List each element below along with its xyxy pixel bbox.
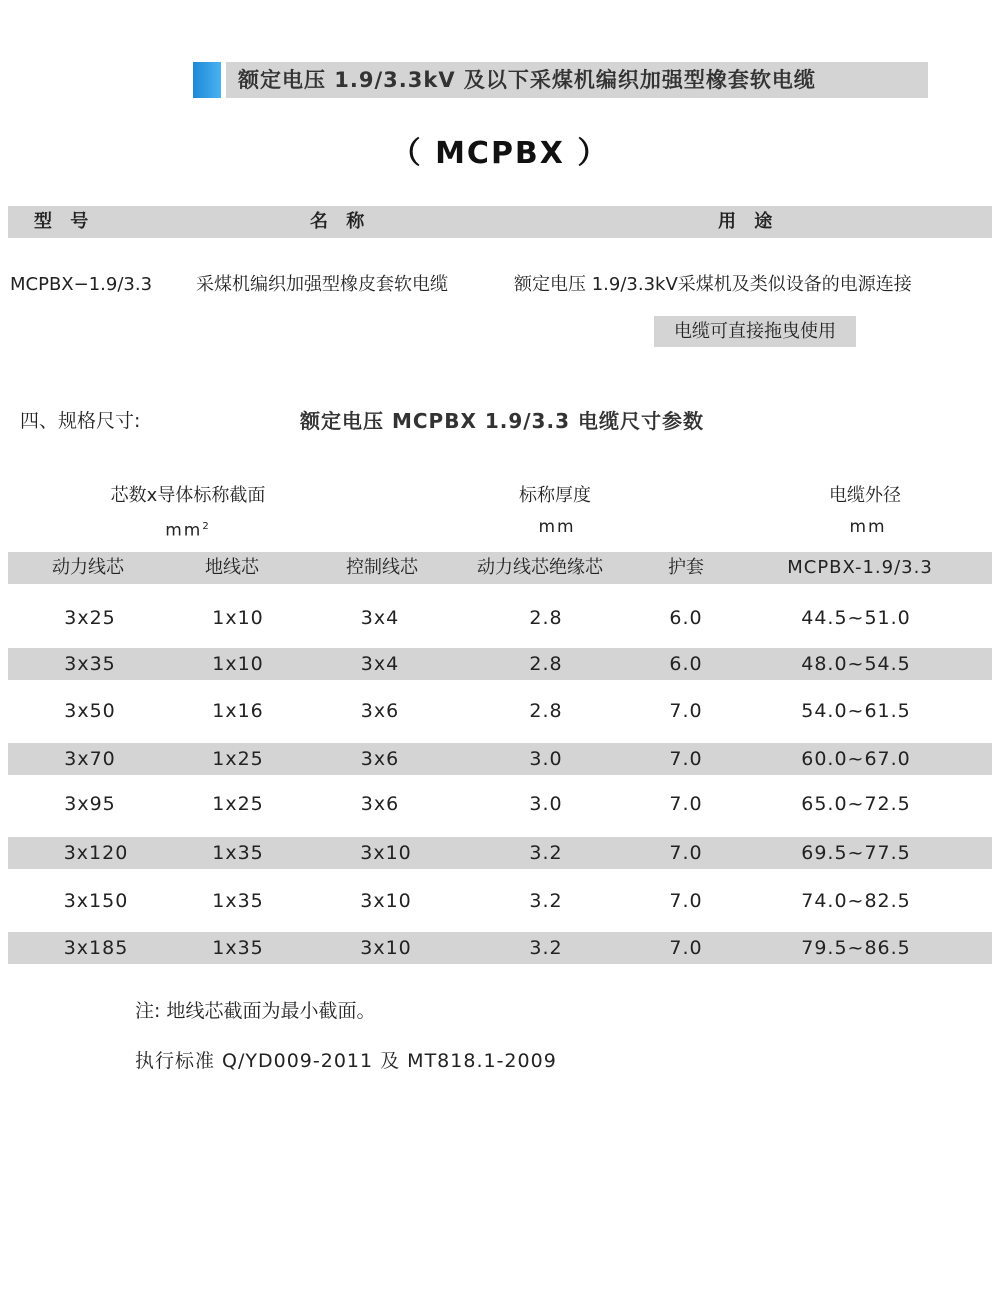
footnote: 注: 地线芯截面为最小截面。 xyxy=(135,1000,376,1022)
cell-control-core: 3x10 xyxy=(360,937,412,959)
section-label: 四、规格尺寸: xyxy=(20,410,141,432)
cell-control-core: 3x10 xyxy=(360,890,412,912)
table-row xyxy=(0,837,1000,869)
cell-sheath: 7.0 xyxy=(669,890,703,912)
cell-control-core: 3x6 xyxy=(360,700,400,722)
group-unit-diameter: mm xyxy=(849,517,887,537)
group-header-thickness: 标称厚度 xyxy=(519,485,591,506)
cell-ground-core: 1x16 xyxy=(212,700,264,722)
cell-power-core: 3x95 xyxy=(64,793,116,815)
header-model: 型 号 xyxy=(34,211,95,232)
cell-sheath: 7.0 xyxy=(669,748,703,770)
cell-ground-core: 1x25 xyxy=(212,793,264,815)
cell-ground-core: 1x35 xyxy=(212,890,264,912)
cell-power-core: 3x150 xyxy=(63,890,129,912)
cell-insulation: 3.2 xyxy=(529,937,563,959)
col-insulation: 动力线芯绝缘芯 xyxy=(477,557,603,578)
group-unit-thickness: mm xyxy=(538,517,576,537)
cell-sheath: 7.0 xyxy=(669,937,703,959)
table-row xyxy=(0,885,1000,917)
cell-power-core: 3x50 xyxy=(64,700,116,722)
col-sheath: 护套 xyxy=(668,557,704,578)
cell-insulation: 2.8 xyxy=(529,653,563,675)
col-ground-core: 地线芯 xyxy=(205,557,259,578)
cell-insulation: 3.2 xyxy=(529,842,563,864)
title-accent-bar xyxy=(193,62,221,98)
table-row xyxy=(0,695,1000,727)
cell-ground-core: 1x10 xyxy=(212,607,264,629)
cell-insulation: 2.8 xyxy=(529,607,563,629)
group-unit-cores: $mm^2$ xyxy=(165,520,211,541)
cell-sheath: 6.0 xyxy=(669,607,703,629)
header-name: 名 称 xyxy=(310,211,371,232)
col-outer-diameter: MCPBX-1.9/3.3 xyxy=(787,557,933,578)
table-row xyxy=(0,743,1000,775)
cell-outer-diameter: 44.5~51.0 xyxy=(801,607,911,629)
info-model: MCPBX−1.9/3.3 xyxy=(10,274,153,295)
cell-sheath: 7.0 xyxy=(669,700,703,722)
cell-outer-diameter: 65.0~72.5 xyxy=(801,793,911,815)
cell-ground-core: 1x10 xyxy=(212,653,264,675)
cell-insulation: 3.0 xyxy=(529,748,563,770)
cell-control-core: 3x6 xyxy=(360,748,400,770)
section-title: 额定电压 MCPBX 1.9/3.3 电缆尺寸参数 xyxy=(300,409,704,433)
cell-outer-diameter: 48.0~54.5 xyxy=(801,653,911,675)
cell-power-core: 3x185 xyxy=(63,937,129,959)
cell-insulation: 3.0 xyxy=(529,793,563,815)
info-usage-extra: 电缆可直接拖曳使用 xyxy=(654,316,856,347)
table-row xyxy=(0,788,1000,820)
group-header-cores: 芯数x导体标称截面 xyxy=(110,485,266,506)
cell-control-core: 3x10 xyxy=(360,842,412,864)
cell-control-core: 3x6 xyxy=(360,793,400,815)
cell-outer-diameter: 79.5~86.5 xyxy=(801,937,911,959)
col-control-core: 控制线芯 xyxy=(346,557,418,578)
cell-insulation: 2.8 xyxy=(529,700,563,722)
cell-power-core: 3x35 xyxy=(64,653,116,675)
cell-control-core: 3x4 xyxy=(360,653,400,675)
col-power-core: 动力线芯 xyxy=(52,557,124,578)
cell-outer-diameter: 60.0~67.0 xyxy=(801,748,911,770)
info-table-header xyxy=(8,206,992,238)
cell-outer-diameter: 74.0~82.5 xyxy=(801,890,911,912)
cell-power-core: 3x120 xyxy=(63,842,129,864)
info-name: 采煤机编织加强型橡皮套软电缆 xyxy=(196,274,448,295)
cell-sheath: 7.0 xyxy=(669,842,703,864)
table-row xyxy=(0,932,1000,964)
cell-power-core: 3x25 xyxy=(64,607,116,629)
cell-ground-core: 1x25 xyxy=(212,748,264,770)
cell-sheath: 7.0 xyxy=(669,793,703,815)
cell-insulation: 3.2 xyxy=(529,890,563,912)
info-usage: 额定电压 1.9/3.3kV采煤机及类似设备的电源连接 xyxy=(514,274,912,295)
page-title: 额定电压 1.9/3.3kV 及以下采煤机编织加强型橡套软电缆 xyxy=(238,68,816,92)
cell-ground-core: 1x35 xyxy=(212,937,264,959)
table-row xyxy=(0,648,1000,680)
cell-outer-diameter: 54.0~61.5 xyxy=(801,700,911,722)
table-row xyxy=(0,602,1000,634)
group-header-diameter: 电缆外径 xyxy=(829,485,901,506)
cell-sheath: 6.0 xyxy=(669,653,703,675)
standard-reference: 执行标准 Q/YD009-2011 及 MT818.1-2009 xyxy=(135,1050,557,1072)
cell-ground-core: 1x35 xyxy=(212,842,264,864)
header-usage: 用 途 xyxy=(718,211,779,232)
cell-control-core: 3x4 xyxy=(360,607,400,629)
cell-power-core: 3x70 xyxy=(64,748,116,770)
cell-outer-diameter: 69.5~77.5 xyxy=(801,842,911,864)
model-title: （ MCPBX ） xyxy=(390,136,610,171)
